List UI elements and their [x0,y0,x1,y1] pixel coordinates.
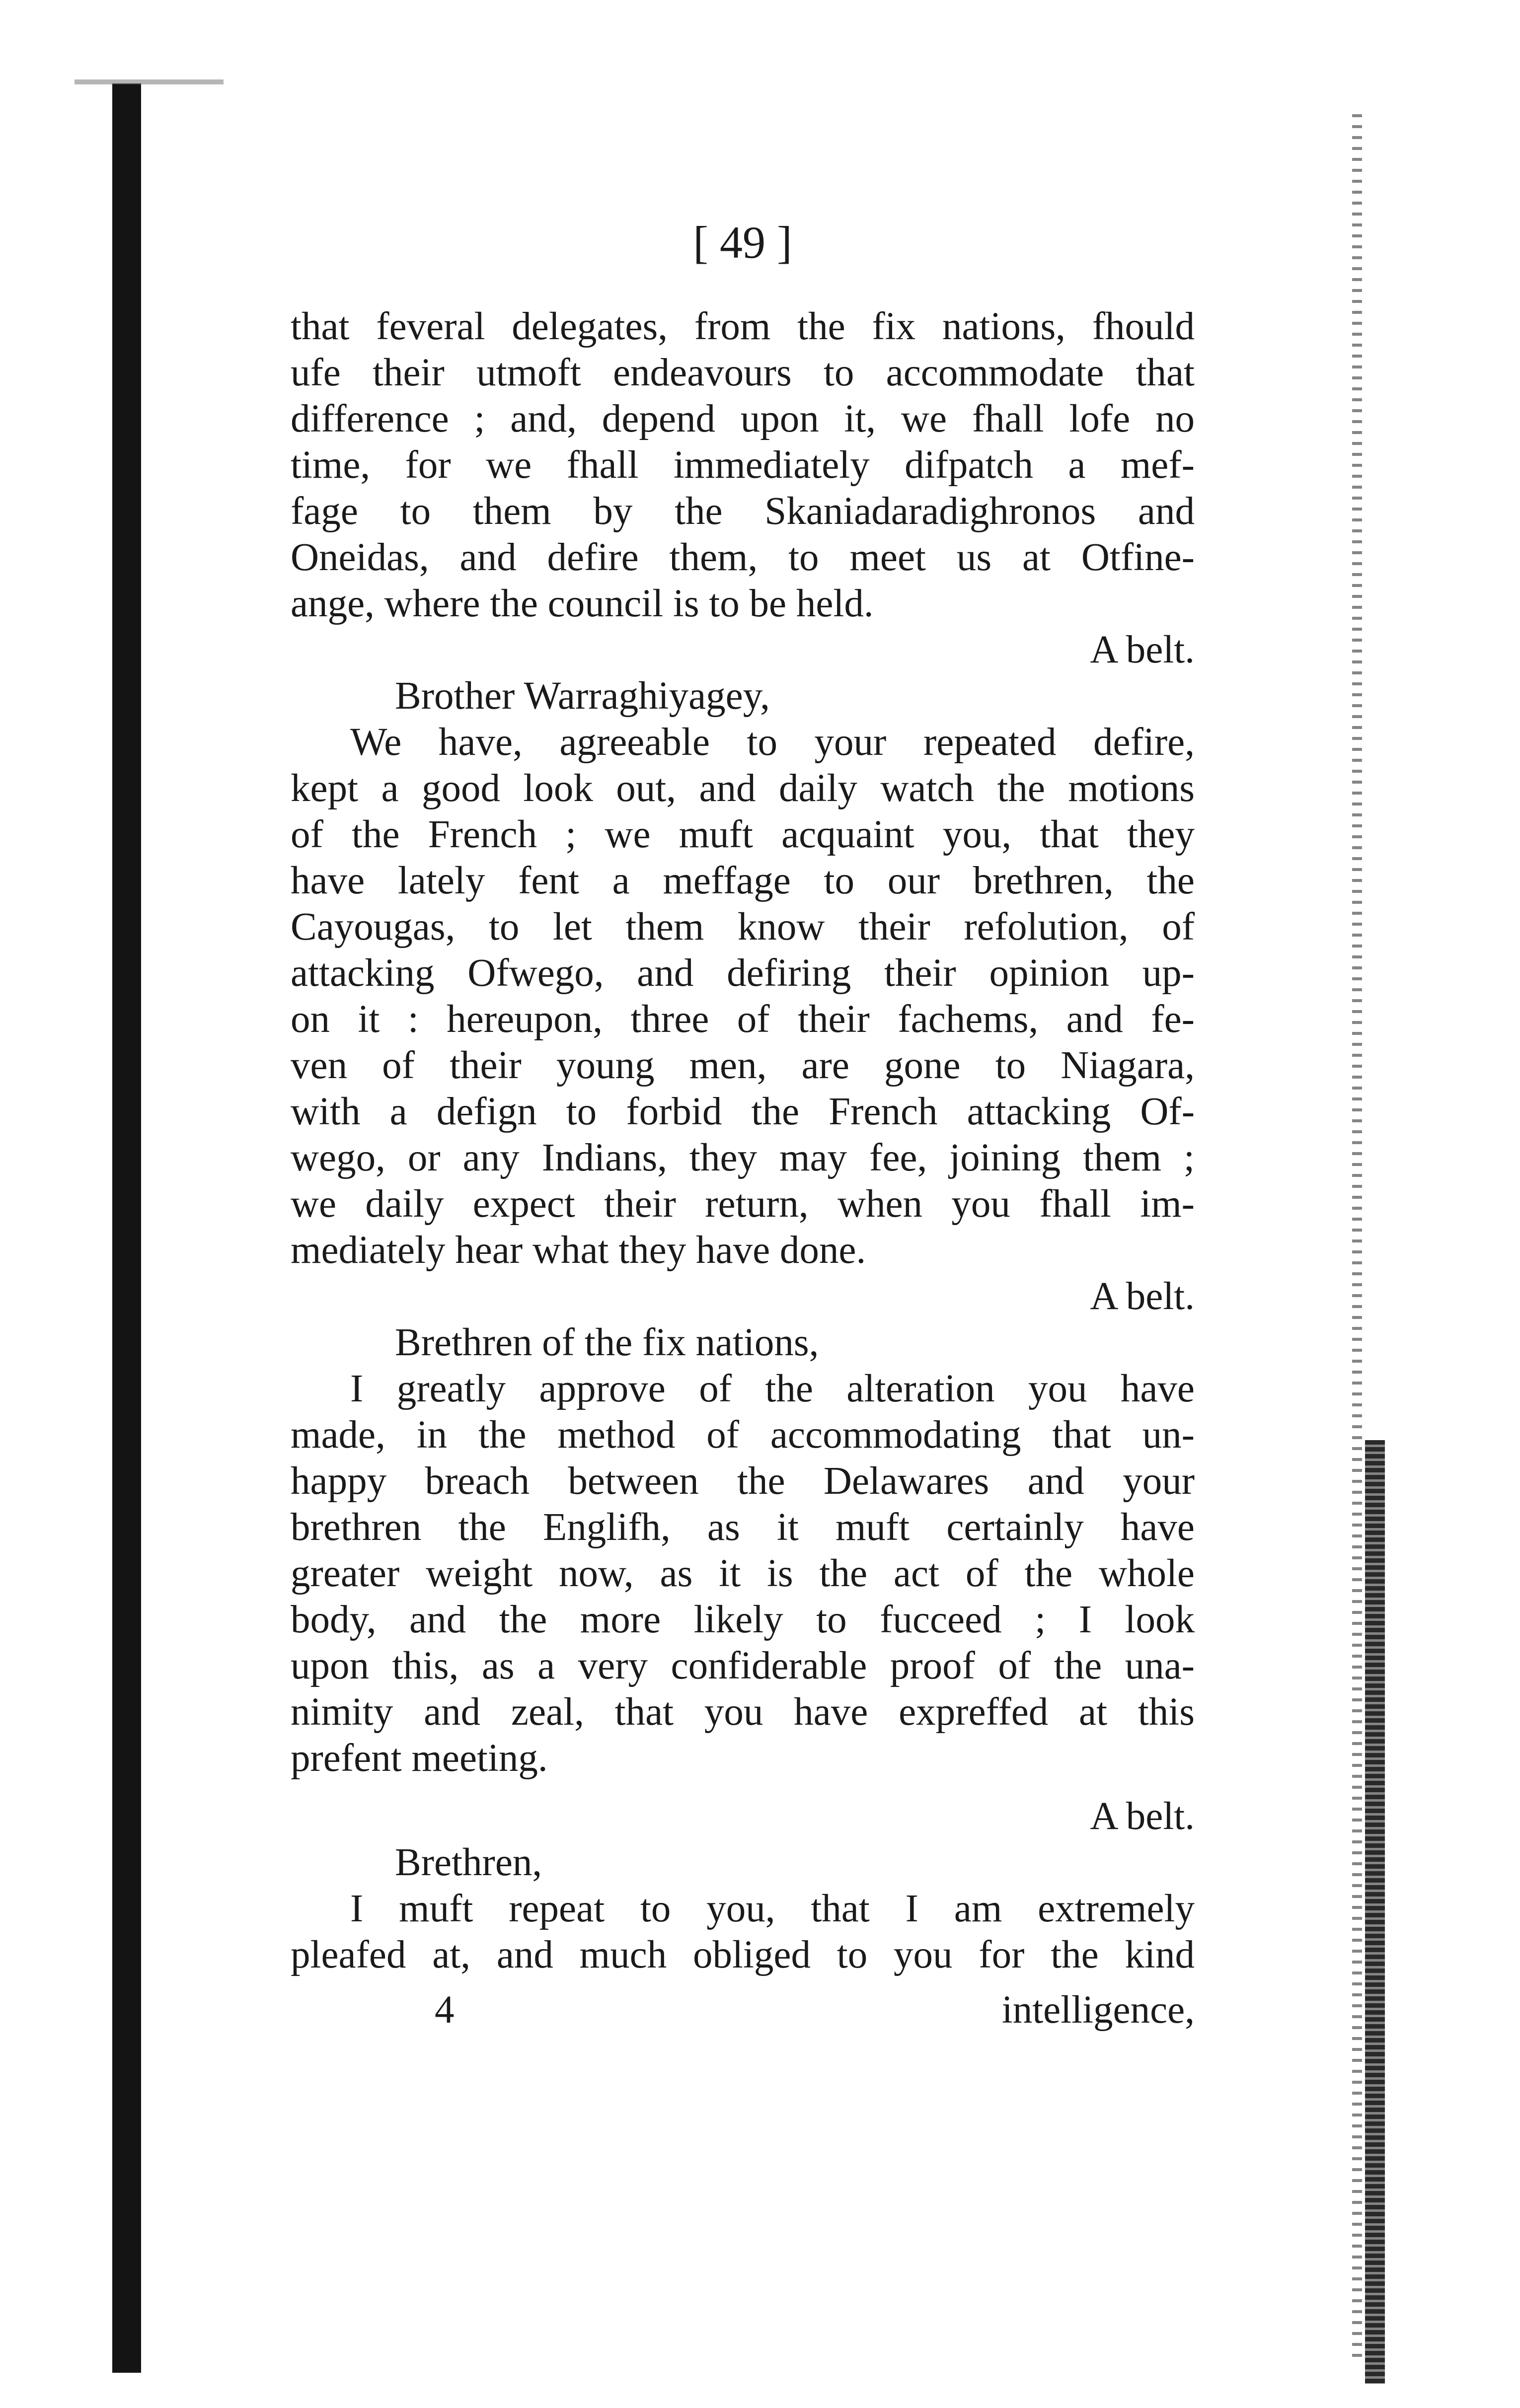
text-line: upon this, as a very confiderable proof of the una- [291,1644,1195,1687]
catchword: intelligence, [1001,1988,1195,2032]
text-line: pleafed at, and much obliged to you for the kind [291,1933,1195,1976]
salutation: Brethren, [395,1841,542,1884]
text-line: with a defign to forbid the French attacking Of- [291,1090,1195,1133]
text-line: happy breach between the Delawares and your [291,1459,1195,1503]
text-line: We have, agreeable to your repeated defire, [350,721,1195,764]
text-line: made, in the method of accommodating that un- [291,1413,1195,1457]
belt-line: A belt. [1090,628,1195,671]
page-number-header: [ 49 ] [693,217,792,268]
text-line: time, for we fhall immediately difpatch a mef- [291,443,1195,487]
binding-shadow [112,83,141,2373]
signature-mark: 4 [435,1988,455,2032]
text-line: Oneidas, and defire them, to meet us at Otfine- [291,536,1195,579]
text-line: prefent meeting. [291,1737,548,1780]
belt-line: A belt. [1090,1275,1195,1318]
text-line: I muft repeat to you, that I am extremely [350,1887,1195,1930]
text-line: ufe their utmoft endeavours to accommodate that [291,351,1195,394]
salutation: Brethren of the fix nations, [395,1321,819,1364]
binding-top-shadow [75,79,224,84]
page-edge-dark-marks [1365,1440,1385,2384]
text-line: wego, or any Indians, they may fee, joining them ; [291,1136,1195,1179]
salutation: Brother Warraghiyagey, [395,674,770,718]
text-line: body, and the more likely to fucceed ; I look [291,1598,1195,1641]
text-line: on it : hereupon, three of their fachems, and fe- [291,998,1195,1041]
text-line: have lately fent a meffage to our brethren, the [291,859,1195,902]
text-line: difference ; and, depend upon it, we fhall lofe no [291,397,1195,440]
text-line: nimity and zeal, that you have expreffed at this [291,1690,1195,1734]
text-line: of the French ; we muft acquaint you, that they [291,813,1195,856]
text-line: ven of their young men, are gone to Niagara, [291,1044,1195,1087]
text-line: attacking Ofwego, and defiring their opinion up- [291,951,1195,995]
text-line: fage to them by the Skaniadaradighronos and [291,490,1195,533]
text-line: greater weight now, as it is the act of the whole [291,1552,1195,1595]
text-line: that feveral delegates, from the fix nations, fhould [291,305,1195,348]
text-line: kept a good look out, and daily watch the motions [291,767,1195,810]
text-line: I greatly approve of the alteration you have [350,1367,1195,1410]
text-line: brethren the Englifh, as it muft certainly have [291,1506,1195,1549]
text-line: Cayougas, to let them know their refolution, of [291,905,1195,949]
text-line: ange, where the council is to be held. [291,582,874,625]
text-line: we daily expect their return, when you fhall im- [291,1182,1195,1226]
page-edge-marks [1352,114,1362,2364]
text-line: mediately hear what they have done. [291,1229,866,1272]
belt-line: A belt. [1090,1795,1195,1838]
